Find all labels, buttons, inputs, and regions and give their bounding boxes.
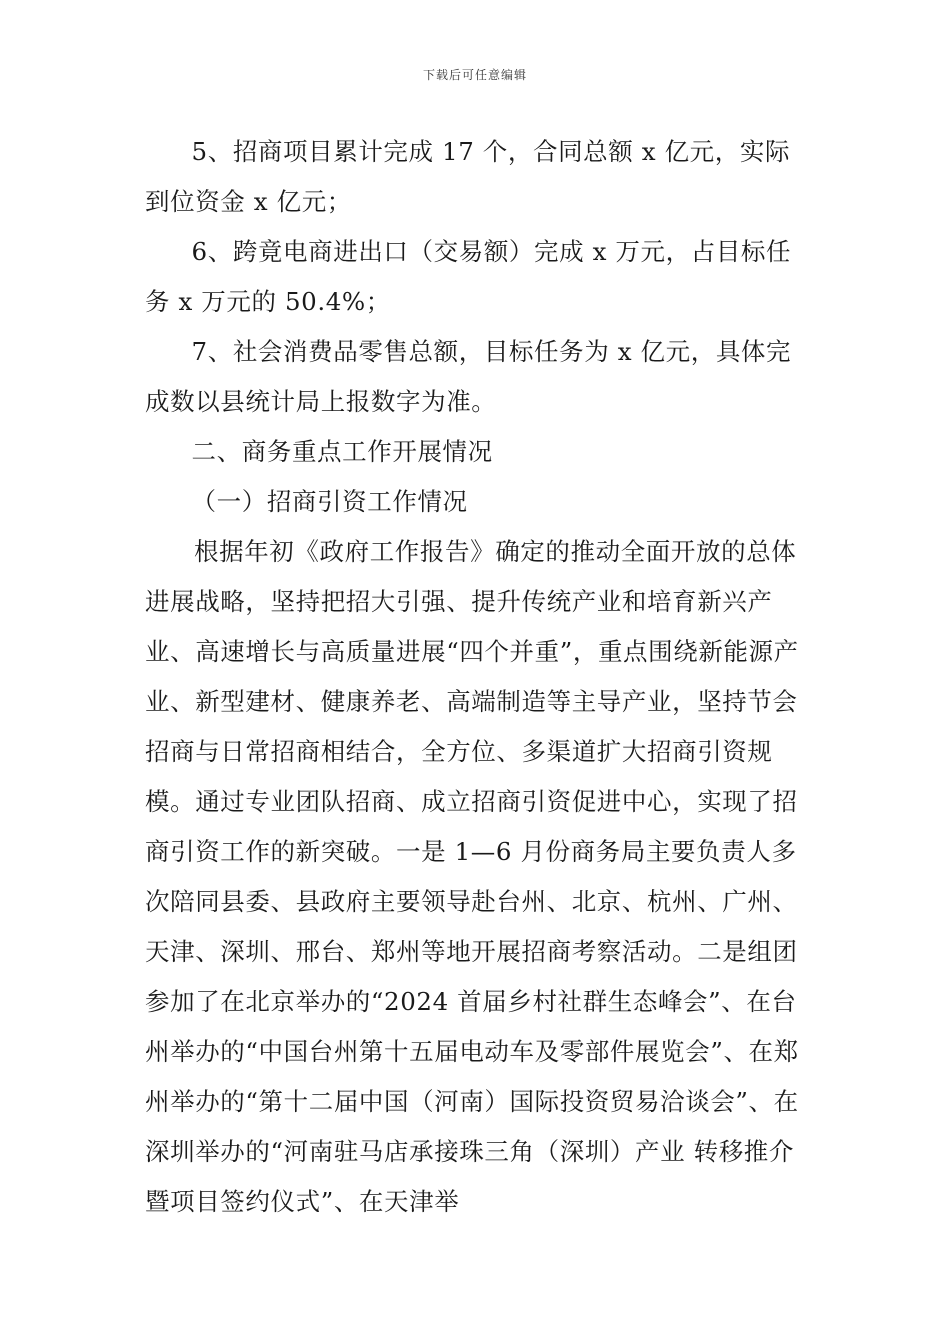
section-heading: 二、商务重点工作开展情况 [191, 437, 493, 466]
page-header-note: 下载后可任意编辑 [422, 68, 527, 82]
subsection-heading: （一）招商引资工作情况 [191, 487, 468, 516]
list-item-5: 5、招商项目累计完成 17 个，合同总额 x 亿元，实际到位资金 x 亿元； [145, 137, 791, 216]
body-paragraph: 根据年初《政府工作报告》确定的推动全面开放的总体进展战略，坚持把招大引强、提升传统产业和培育新兴产业、高速增长与高质量进展“四个并重”，重点围绕新能源产业、新型建材、健康养老、高端制造等主导产业，坚持节会招商与日常招商相结合，全方位、多渠道扩大招商引资规模。通过专业团队招商、成立招商引资促进中心，实现了招商引资工作的新突破。一是 1—6 月份商务局主要负责人多次陪同县委、县政府主要领导赴台州、北京、杭州、广州、天津、深圳、邢台、郑州等地开展招商考察活动。二是组团参加了在北京举办的“2024 首届乡村社群生态峰会”、在台州举办的“中国台州第十五届电动车及零部件展览会”、在郑州举办的“第十二届中国（河南）国际投资贸易洽谈会”、在深圳举办的“河南驻马店承接珠三角（深圳）产业 转移推介暨项目签约仪式”、在天津举 [145, 537, 799, 1216]
document-body [145, 127, 813, 1227]
list-item-6: 6、跨竟电商进出口（交易额）完成 x 万元，占目标任务 x 万元的 50.4%； [145, 237, 792, 316]
list-item-7: 7、社会消费品零售总额，目标任务为 x 亿元，具体完成数以县统计局上报数字为准。 [145, 337, 792, 416]
